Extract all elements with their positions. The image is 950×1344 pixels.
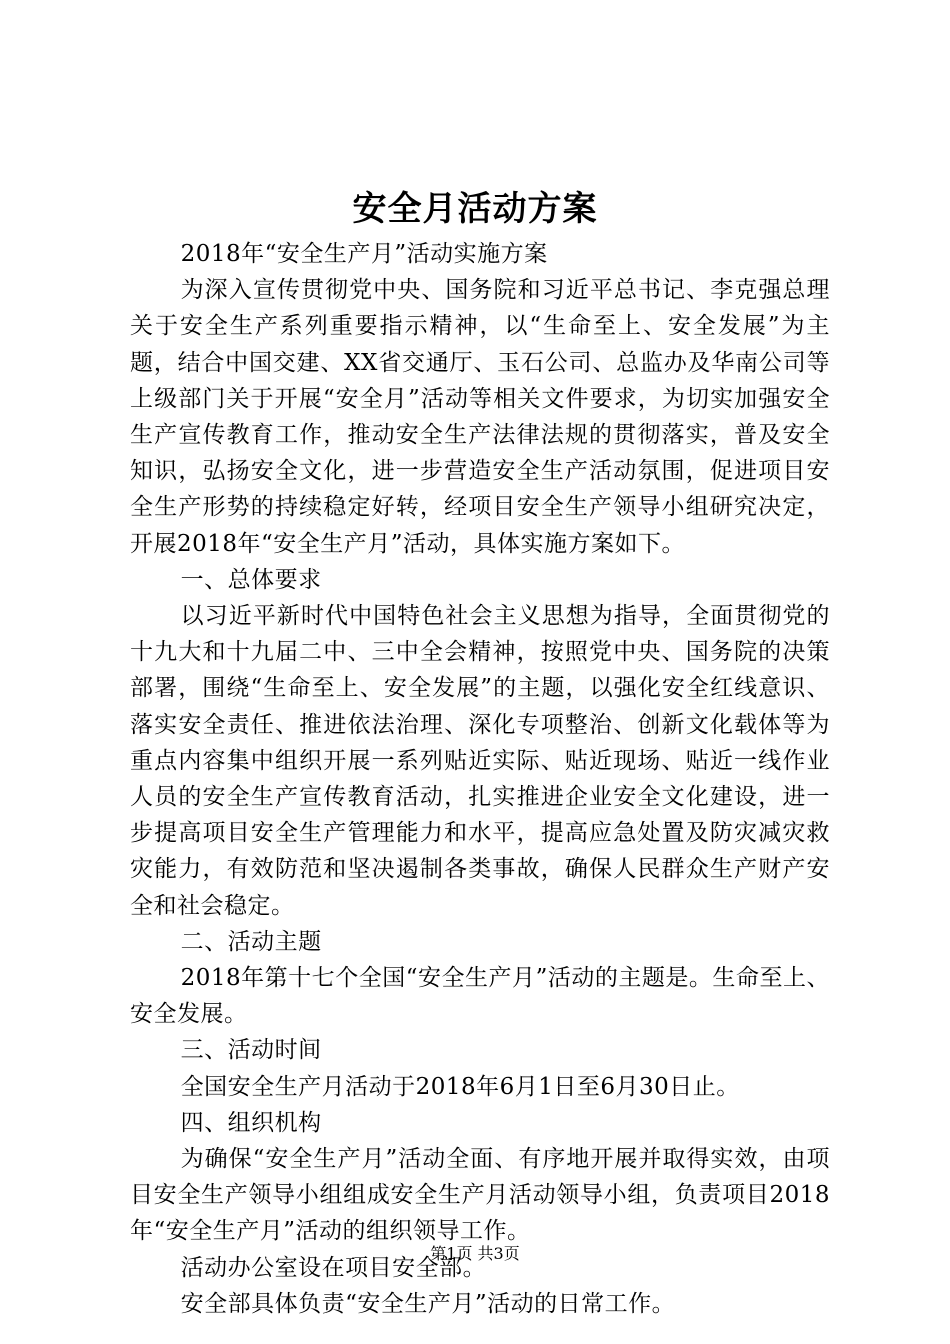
section-heading-activity-theme: 二、活动主题 — [180, 928, 322, 955]
section-heading-organization: 四、组织机构 — [180, 1109, 322, 1136]
general-requirements-paragraph: 以习近平新时代中国特色社会主义思想为指导，全面贯彻党的十九大和十九届二中、三中全会精神，按照党中央、国务院的决策部署，围绕“生命至上、安全发展”的主题，以强化安全红线意识、落实安全责任、推进依法治理、深化专项整治、创新文化载体等为重点内容集中组织开展一系列贴近实际、贴近现场、贴近一线作业人员的安全生产宣传教育活动，扎实推进企业安全文化建设，进一步提高项目安全生产管理能力和水平，提高应急处置及防灾减灾救灾能力，有效防范和坚决遏制各类事故，确保人民群众生产财产安全和社会稳定。 — [130, 603, 830, 919]
activity-time-paragraph: 全国安全生产月活动于2018年6月1日至6月30日止。 — [180, 1073, 740, 1100]
subtitle-paragraph: 2018年“安全生产月”活动实施方案 — [180, 241, 548, 267]
intro-paragraph: 为深入宣传贯彻党中央、国务院和习近平总书记、李克强总理关于安全生产系列重要指示精神，以“生命至上、安全发展”为主题，结合中国交建、XX省交通厅、玉石公司、总监办及华南公司等上级部门关于开展“安全月”活动等相关文件要求，为切实加强安全生产宣传教育工作，推动安全生产法律法规的贯彻落实，普及安全知识，弘扬安全文化，进一步营造安全生产活动氛围，促进项目安全生产形势的持续稳定好转，经项目安全生产领导小组研究决定，开展2018年“安全生产月”活动，具体实施方案如下。 — [130, 277, 830, 557]
document-title: 安全月活动方案 — [352, 189, 598, 229]
safety-dept-paragraph: 安全部具体负责“安全生产月”活动的日常工作。 — [180, 1290, 676, 1317]
organization-paragraph: 为确保“安全生产月”活动全面、有序地开展并取得实效，由项目安全生产领导小组组成安全生产月活动领导小组，负责项目2018年“安全生产月”活动的组织领导工作。 — [130, 1146, 830, 1245]
page-footer: 第1页 共3页 — [430, 1244, 520, 1263]
activity-theme-paragraph: 2018年第十七个全国“安全生产月”活动的主题是。生命至上、安全发展。 — [130, 965, 830, 1028]
office-paragraph: 活动办公室设在项目安全部。 — [180, 1254, 487, 1281]
section-heading-general-requirements: 一、总体要求 — [180, 566, 322, 593]
section-heading-activity-time: 三、活动时间 — [180, 1037, 322, 1064]
document-body — [130, 236, 830, 1322]
